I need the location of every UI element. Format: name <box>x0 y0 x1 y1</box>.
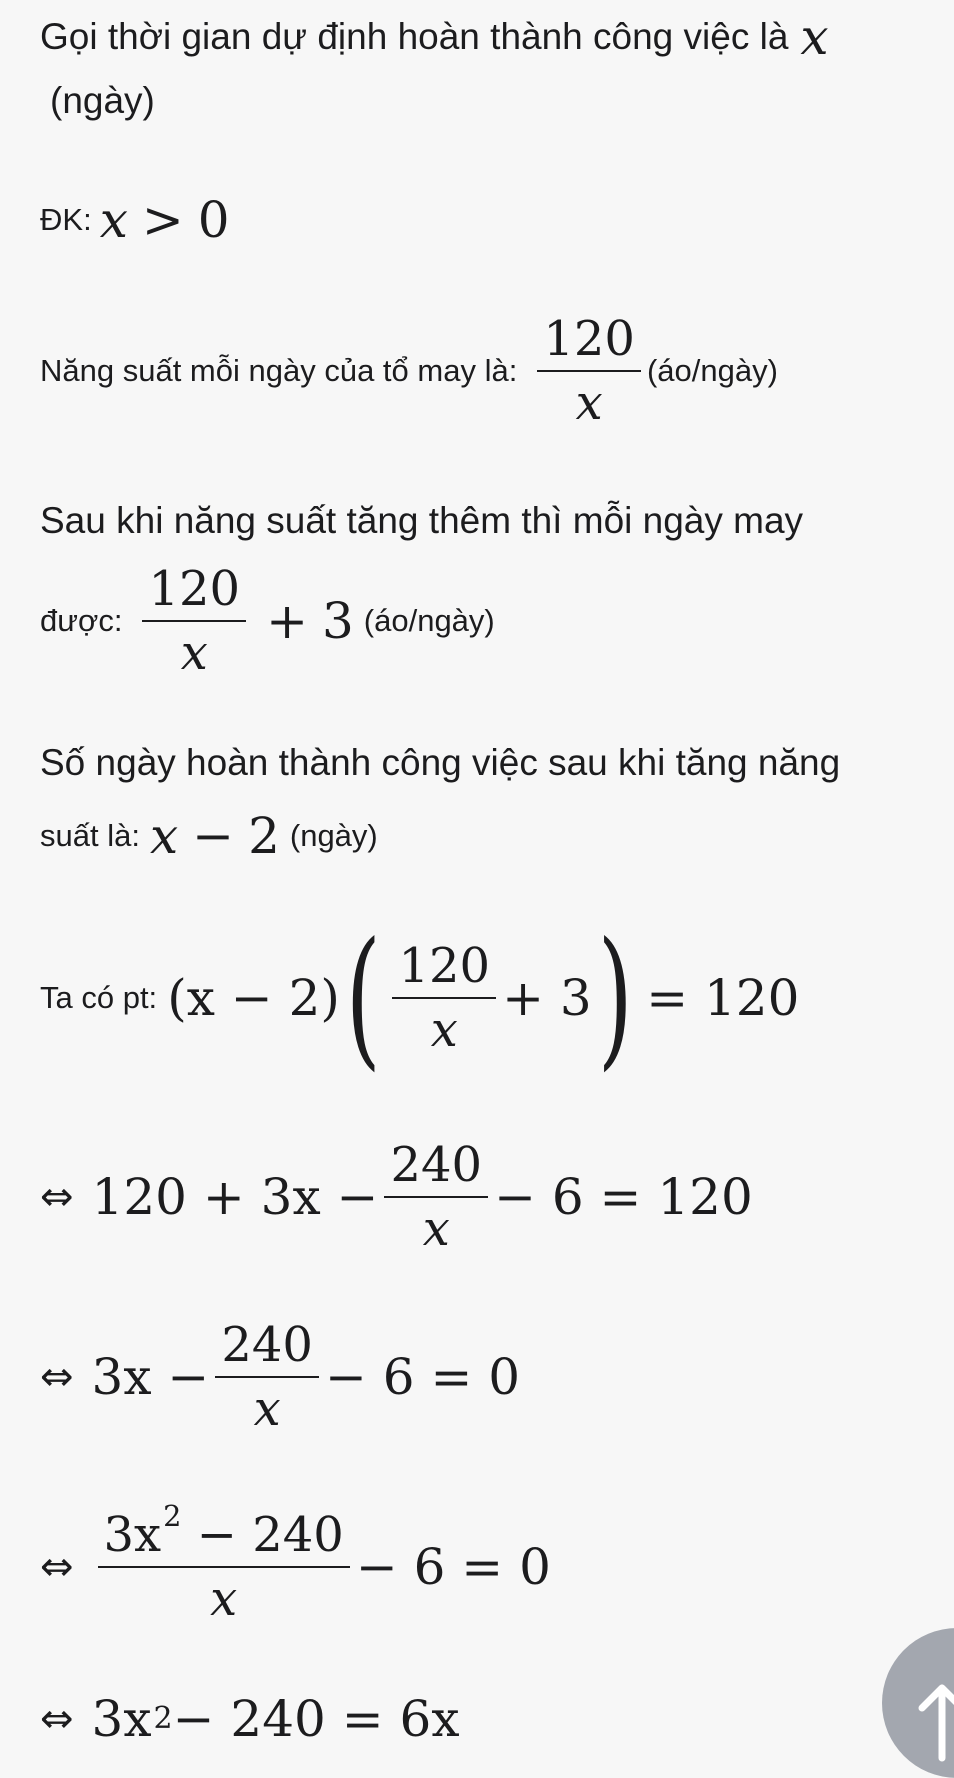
iff-symbol: ⇔ <box>40 1354 74 1400</box>
intro-line <box>40 8 829 66</box>
fraction-denominator: x <box>422 1201 450 1257</box>
days-constant: 2 <box>248 807 280 865</box>
iff-symbol: ⇔ <box>40 1696 74 1742</box>
fraction-bar <box>215 1376 319 1378</box>
numerator-term: 3x <box>103 1506 162 1563</box>
step-1-right: − 6 = 120 <box>494 1168 753 1226</box>
intro-text: Gọi thời gian dự định hoàn thành công việc là <box>40 16 789 57</box>
equation-right: = 120 <box>646 969 800 1027</box>
fraction-bar <box>537 370 641 372</box>
fraction-denominator: x <box>180 625 208 681</box>
equation-fraction <box>392 937 496 1058</box>
days-variable: x <box>149 807 179 865</box>
step-1-left: 120 + 3x − <box>91 1168 379 1226</box>
minus-operator: − <box>192 807 235 865</box>
increase-formula-line <box>40 546 495 696</box>
days-text: Số ngày hoàn thành công việc sau khi tăng năng <box>40 742 841 783</box>
step-2-fraction <box>215 1316 319 1437</box>
unit-line <box>50 76 155 126</box>
fraction-numerator: 120 <box>148 560 241 617</box>
step-3-fraction <box>98 1499 350 1627</box>
intro-variable: x <box>800 8 829 66</box>
productivity-line <box>40 296 778 446</box>
equation-label: Ta có pt: <box>40 980 158 1015</box>
days-line <box>40 738 840 788</box>
iff-symbol: ⇔ <box>40 1544 74 1590</box>
fraction-bar <box>98 1566 350 1568</box>
scroll-to-top-button[interactable] <box>882 1628 954 1778</box>
equation-plus-three: + 3 <box>502 969 592 1027</box>
exponent: 2 <box>163 1499 182 1534</box>
step-3-line <box>40 1492 551 1642</box>
fraction-denominator: x <box>253 1381 281 1437</box>
step-4-line <box>40 1684 460 1754</box>
fraction-denominator: x <box>575 375 603 431</box>
equation-line <box>40 911 800 1085</box>
fraction-numerator: 240 <box>221 1316 313 1373</box>
step-4-rest: − 240 = 6x <box>172 1690 460 1748</box>
condition-variable: x <box>99 191 128 249</box>
increase-line <box>40 496 803 546</box>
fraction-denominator: x <box>210 1571 238 1627</box>
fraction-denominator: x <box>430 1002 458 1058</box>
equation-left-factor: (x − 2) <box>167 969 340 1027</box>
fraction-numerator <box>98 1499 350 1563</box>
open-paren: ( <box>345 911 381 1085</box>
increase-unit: (áo/ngày) <box>363 603 495 638</box>
close-paren: ) <box>597 911 633 1085</box>
condition-operator: > <box>141 191 184 249</box>
step-1-fraction <box>384 1136 488 1257</box>
fraction-bar <box>142 620 246 622</box>
fraction-numerator: 240 <box>390 1136 483 1193</box>
productivity-fraction <box>537 310 641 431</box>
step-4-term: 3x 2 − 240 = 6x <box>91 1690 460 1748</box>
productivity-label: Năng suất mỗi ngày của tổ may là: <box>40 353 518 388</box>
increase-label: được: <box>40 603 123 638</box>
arrow-up-icon <box>882 1628 954 1764</box>
fraction-bar <box>392 997 496 999</box>
step-2-left: 3x − <box>91 1348 210 1406</box>
numerator-rest: − 240 <box>181 1506 344 1563</box>
fraction-numerator: 120 <box>543 310 635 367</box>
step-2-line <box>40 1302 520 1452</box>
days-unit: (ngày) <box>289 818 378 853</box>
condition-value: 0 <box>197 191 230 249</box>
plus-operator: + <box>266 592 308 650</box>
fraction-numerator: 120 <box>398 937 491 994</box>
iff-symbol: ⇔ <box>40 1174 74 1220</box>
step-1-line <box>40 1122 753 1272</box>
days-label: suất là: <box>40 818 140 853</box>
unit-text: (ngày) <box>50 80 155 121</box>
condition-label: ĐK: <box>40 202 92 237</box>
days-formula-line <box>40 806 378 866</box>
increase-constant: 3 <box>321 592 354 650</box>
productivity-unit: (áo/ngày) <box>646 353 778 388</box>
condition-line <box>40 190 230 250</box>
fraction-bar <box>384 1196 488 1198</box>
step-2-right: − 6 = 0 <box>324 1348 521 1406</box>
increase-fraction <box>142 560 246 681</box>
step-4-base: 3x <box>91 1690 152 1748</box>
step-3-right: − 6 = 0 <box>355 1538 551 1596</box>
increase-text: Sau khi năng suất tăng thêm thì mỗi ngày may <box>40 500 804 541</box>
